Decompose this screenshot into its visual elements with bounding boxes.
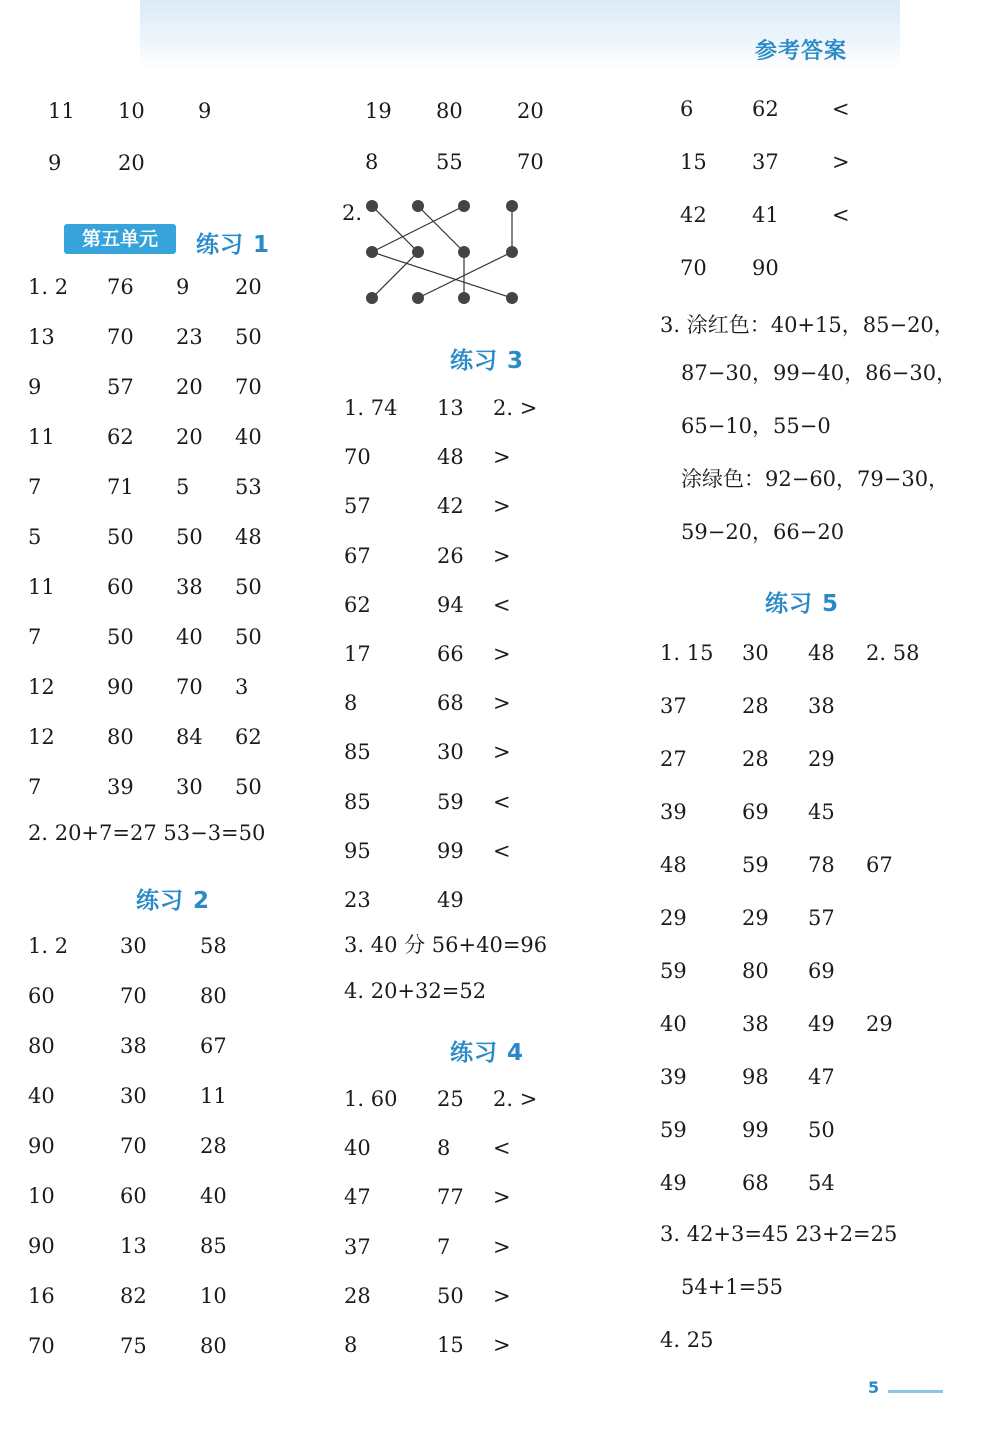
ex1-cell: 40 xyxy=(235,425,262,449)
ex1-cell: 70 xyxy=(176,675,203,699)
ex4-cell: 1. 60 xyxy=(344,1087,398,1111)
ex2-cell: 85 xyxy=(200,1234,227,1258)
ex1-cell: 70 xyxy=(107,325,134,349)
ex3-cell: 99 xyxy=(437,838,464,863)
ex4-cell: < xyxy=(493,1136,511,1161)
ex1-cell: 90 xyxy=(107,675,134,699)
match-dot xyxy=(412,200,424,212)
ex2-cell: 28 xyxy=(200,1134,227,1158)
ex5-q4: 4. 25 xyxy=(660,1328,714,1352)
ex3-cell: 68 xyxy=(437,691,464,716)
ex1-cell: 11 xyxy=(28,425,55,449)
ex2-cell: 40 xyxy=(200,1184,227,1208)
ex1-title: 练习 1 xyxy=(196,232,271,258)
ex3-cell: 17 xyxy=(344,642,371,666)
col1-top-cell: 9 xyxy=(48,151,62,175)
ex1-cell: 30 xyxy=(176,775,203,799)
ex3-cell: 66 xyxy=(437,642,464,666)
ex3-cell: < xyxy=(493,838,511,863)
q3-line: 59−20，66−20 xyxy=(681,520,845,544)
ex3-cell: 85 xyxy=(344,740,371,765)
ex2-cell: 90 xyxy=(28,1134,55,1158)
ex5-cell: 49 xyxy=(660,1171,687,1195)
col3-top-cell: 90 xyxy=(752,256,779,280)
ex5-cell: 39 xyxy=(660,1065,687,1089)
ex5-cell: 2. 58 xyxy=(866,641,920,665)
ex5-cell: 29 xyxy=(866,1012,893,1036)
ex2-cell: 70 xyxy=(28,1334,55,1358)
page-number-text: 5 xyxy=(868,1378,880,1397)
ex1-cell: 62 xyxy=(235,725,262,749)
dot-matching-diagram xyxy=(360,196,530,312)
col3-top-cell: 42 xyxy=(680,203,707,227)
ex3-cell: > xyxy=(493,445,511,470)
ex2-cell: 40 xyxy=(28,1084,55,1108)
match-line xyxy=(372,252,418,298)
ex1-cell: 40 xyxy=(176,625,203,649)
ex1-q2: 2. 20+7=27 53−3=50 xyxy=(28,821,266,845)
ex3-cell: > xyxy=(493,642,511,666)
col2-top-cell: 70 xyxy=(517,150,544,174)
ex1-cell: 84 xyxy=(176,725,203,749)
ex2-cell: 13 xyxy=(120,1234,147,1258)
match-dot xyxy=(458,246,470,258)
ex5-cell: 29 xyxy=(660,906,687,930)
ex4-cell: > xyxy=(493,1283,511,1308)
ex1-cell: 1. 2 xyxy=(28,275,69,299)
col2-top-cell: 19 xyxy=(365,99,392,123)
ex1-cell: 38 xyxy=(176,575,203,599)
q3-line: 涂绿色：92−60，79−30， xyxy=(681,467,950,491)
ex3-cell: < xyxy=(493,789,511,814)
ex4-cell: 47 xyxy=(344,1185,371,1210)
ex4-cell: > xyxy=(493,1234,511,1259)
ex4-cell: 50 xyxy=(437,1283,464,1308)
ex4-title: 练习 4 xyxy=(450,1040,525,1066)
ex1-cell: 7 xyxy=(28,475,42,499)
ex5-cell: 48 xyxy=(660,853,687,877)
col2-top-cell: 55 xyxy=(436,150,463,174)
ex5-cell: 80 xyxy=(742,959,769,983)
ex3-cell: 57 xyxy=(344,494,371,519)
ex3-cell: > xyxy=(493,740,511,765)
ex1-cell: 3 xyxy=(235,675,249,699)
page-number xyxy=(868,1378,948,1402)
ex1-cell: 20 xyxy=(176,375,203,399)
ex3-cell: > xyxy=(493,691,511,716)
ex2-cell: 10 xyxy=(200,1284,227,1308)
ex3-q4: 4. 20+32=52 xyxy=(344,979,487,1003)
col2-top-cell: 20 xyxy=(517,99,544,123)
ex5-cell: 28 xyxy=(742,694,769,718)
ex1-cell: 20 xyxy=(235,275,262,299)
ex1-cell: 80 xyxy=(107,725,134,749)
ex1-cell: 50 xyxy=(107,625,134,649)
col3-top-cell: < xyxy=(832,203,850,227)
ex5-cell: 29 xyxy=(808,747,835,771)
match-line xyxy=(418,206,464,252)
ex1-cell: 48 xyxy=(235,525,262,549)
page-header-title: 参考答案 xyxy=(755,39,848,64)
col3-top-cell: 62 xyxy=(752,97,779,121)
ex5-cell: 29 xyxy=(742,906,769,930)
match-dot xyxy=(458,200,470,212)
ex5-cell: 59 xyxy=(660,1118,687,1142)
ex2-cell: 90 xyxy=(28,1234,55,1258)
ex4-cell: > xyxy=(493,1333,511,1357)
col2-top-cell: 8 xyxy=(365,150,379,174)
ex1-cell: 53 xyxy=(235,475,262,499)
ex2-cell: 80 xyxy=(200,984,227,1008)
ex2-cell: 70 xyxy=(120,1134,147,1158)
ex5-cell: 98 xyxy=(742,1065,769,1089)
ex2-cell: 82 xyxy=(120,1284,147,1308)
ex3-cell: 48 xyxy=(437,445,464,470)
ex3-cell: 26 xyxy=(437,543,464,568)
ex5-cell: 47 xyxy=(808,1065,835,1089)
ex5-cell: 38 xyxy=(742,1012,769,1036)
ex5-cell: 68 xyxy=(742,1171,769,1195)
ex3-cell: 95 xyxy=(344,838,371,863)
ex3-cell: 59 xyxy=(437,789,464,814)
ex5-cell: 59 xyxy=(742,853,769,877)
ex1-cell: 50 xyxy=(176,525,203,549)
ex4-cell: 28 xyxy=(344,1283,371,1308)
ex4-cell: 7 xyxy=(437,1234,451,1259)
ex4-cell: 40 xyxy=(344,1136,371,1161)
match-dot xyxy=(412,246,424,258)
ex1-cell: 57 xyxy=(107,375,134,399)
match-dot xyxy=(506,200,518,212)
ex5-cell: 37 xyxy=(660,694,687,718)
ex2-cell: 11 xyxy=(200,1084,227,1108)
match-dot xyxy=(506,246,518,258)
ex3-cell: 30 xyxy=(437,740,464,765)
ex2-cell: 80 xyxy=(28,1034,55,1058)
ex1-cell: 5 xyxy=(28,525,42,549)
ex1-cell: 50 xyxy=(235,575,262,599)
ex5-cell: 54 xyxy=(808,1171,835,1195)
ex5-cell: 49 xyxy=(808,1012,835,1036)
ex1-cell: 7 xyxy=(28,775,42,799)
ex1-cell: 70 xyxy=(235,375,262,399)
ex1-cell: 62 xyxy=(107,425,134,449)
ex3-cell: 2. > xyxy=(493,396,538,420)
ex2-cell: 60 xyxy=(28,984,55,1008)
ex2-cell: 1. 2 xyxy=(28,934,69,958)
ex5-cell: 78 xyxy=(808,853,835,877)
ex1-cell: 50 xyxy=(235,325,262,349)
ex2-title: 练习 2 xyxy=(136,888,211,914)
q3-line: 65−10，55−0 xyxy=(681,414,831,438)
ex5-cell: 69 xyxy=(742,800,769,824)
col3-top-cell: 37 xyxy=(752,150,779,174)
col3-top-cell: 41 xyxy=(752,203,779,227)
ex2-cell: 30 xyxy=(120,934,147,958)
col1-top-cell: 11 xyxy=(48,99,75,123)
match-dot xyxy=(366,200,378,212)
col3-top-cell: > xyxy=(832,150,850,174)
ex1-cell: 12 xyxy=(28,675,55,699)
match-dot xyxy=(458,292,470,304)
ex3-cell: 94 xyxy=(437,592,464,617)
ex3-cell: 67 xyxy=(344,543,371,568)
ex5-title: 练习 5 xyxy=(765,591,840,617)
match-line xyxy=(372,206,464,252)
ex1-cell: 23 xyxy=(176,325,203,349)
ex1-cell: 5 xyxy=(176,475,190,499)
ex3-q3: 3. 40 分 56+40=96 xyxy=(344,933,548,957)
ex5-cell: 50 xyxy=(808,1118,835,1142)
ex3-cell: 8 xyxy=(344,691,358,716)
ex5-cell: 69 xyxy=(808,959,835,983)
ex4-cell: 25 xyxy=(437,1087,464,1111)
col1-top-cell: 20 xyxy=(118,151,145,175)
match-q2-label: 2. xyxy=(342,201,363,225)
ex1-cell: 50 xyxy=(107,525,134,549)
ex1-cell: 50 xyxy=(235,625,262,649)
ex4-cell: 77 xyxy=(437,1185,464,1210)
ex2-cell: 70 xyxy=(120,984,147,1008)
ex2-cell: 38 xyxy=(120,1034,147,1058)
ex5-cell: 99 xyxy=(742,1118,769,1142)
ex2-cell: 10 xyxy=(28,1184,55,1208)
ex3-cell: 42 xyxy=(437,494,464,519)
ex1-cell: 12 xyxy=(28,725,55,749)
ex1-cell: 50 xyxy=(235,775,262,799)
ex1-cell: 9 xyxy=(176,275,190,299)
ex2-cell: 60 xyxy=(120,1184,147,1208)
ex4-cell: 37 xyxy=(344,1234,371,1259)
ex5-cell: 48 xyxy=(808,641,835,665)
ex5-cell: 1. 15 xyxy=(660,641,714,665)
ex4-cell: 8 xyxy=(437,1136,451,1161)
col3-top-cell: 70 xyxy=(680,256,707,280)
ex1-cell: 60 xyxy=(107,575,134,599)
ex4-cell: > xyxy=(493,1185,511,1210)
ex5-cell: 38 xyxy=(808,694,835,718)
ex2-cell: 58 xyxy=(200,934,227,958)
unit-badge: 第五单元 xyxy=(64,224,176,254)
ex5-cell: 27 xyxy=(660,747,687,771)
ex3-cell: > xyxy=(493,494,511,519)
col2-top-cell: 80 xyxy=(436,99,463,123)
col3-top-cell: < xyxy=(832,97,850,121)
ex3-cell: < xyxy=(493,592,511,617)
q3-line: 3. 涂红色：40+15，85−20， xyxy=(660,313,955,337)
match-dot xyxy=(366,246,378,258)
ex3-cell: 1. 74 xyxy=(344,396,398,420)
match-line xyxy=(372,252,512,298)
ex5-cell: 39 xyxy=(660,800,687,824)
ex4-cell: 15 xyxy=(437,1333,464,1357)
ex1-cell: 7 xyxy=(28,625,42,649)
ex1-cell: 39 xyxy=(107,775,134,799)
ex3-cell: 23 xyxy=(344,888,371,912)
ex5-cell: 30 xyxy=(742,641,769,665)
match-line xyxy=(418,252,512,298)
ex1-cell: 20 xyxy=(176,425,203,449)
ex3-cell: 70 xyxy=(344,445,371,470)
ex4-cell: 2. > xyxy=(493,1087,538,1111)
ex5-cell: 59 xyxy=(660,959,687,983)
ex3-cell: 62 xyxy=(344,592,371,617)
ex3-cell: 13 xyxy=(437,396,464,420)
col1-top-cell: 10 xyxy=(118,99,145,123)
ex3-cell: > xyxy=(493,543,511,568)
col3-top-cell: 15 xyxy=(680,150,707,174)
ex5-q3b: 54+1=55 xyxy=(681,1275,783,1299)
ex2-cell: 30 xyxy=(120,1084,147,1108)
ex5-cell: 67 xyxy=(866,853,893,877)
ex1-cell: 76 xyxy=(107,275,134,299)
q3-line: 87−30，99−40，86−30， xyxy=(681,361,958,385)
ex5-cell: 45 xyxy=(808,800,835,824)
col1-top-cell: 9 xyxy=(198,99,212,123)
ex5-cell: 40 xyxy=(660,1012,687,1036)
ex1-cell: 9 xyxy=(28,375,42,399)
ex1-cell: 71 xyxy=(107,475,134,499)
ex1-cell: 11 xyxy=(28,575,55,599)
match-line xyxy=(372,206,418,252)
match-dot xyxy=(412,292,424,304)
ex5-q3a: 3. 42+3=45 23+2=25 xyxy=(660,1222,898,1246)
match-dot xyxy=(366,292,378,304)
ex2-cell: 80 xyxy=(200,1334,227,1358)
ex4-cell: 8 xyxy=(344,1333,358,1357)
match-dot xyxy=(506,292,518,304)
ex2-cell: 75 xyxy=(120,1334,147,1358)
ex2-cell: 67 xyxy=(200,1034,227,1058)
col3-top-cell: 6 xyxy=(680,97,694,121)
ex3-cell: 85 xyxy=(344,789,371,814)
ex5-cell: 28 xyxy=(742,747,769,771)
ex2-cell: 16 xyxy=(28,1284,55,1308)
page-number-bar xyxy=(888,1390,943,1393)
ex1-cell: 13 xyxy=(28,325,55,349)
ex5-cell: 57 xyxy=(808,906,835,930)
ex3-cell: 49 xyxy=(437,888,464,912)
ex3-title: 练习 3 xyxy=(450,348,525,374)
